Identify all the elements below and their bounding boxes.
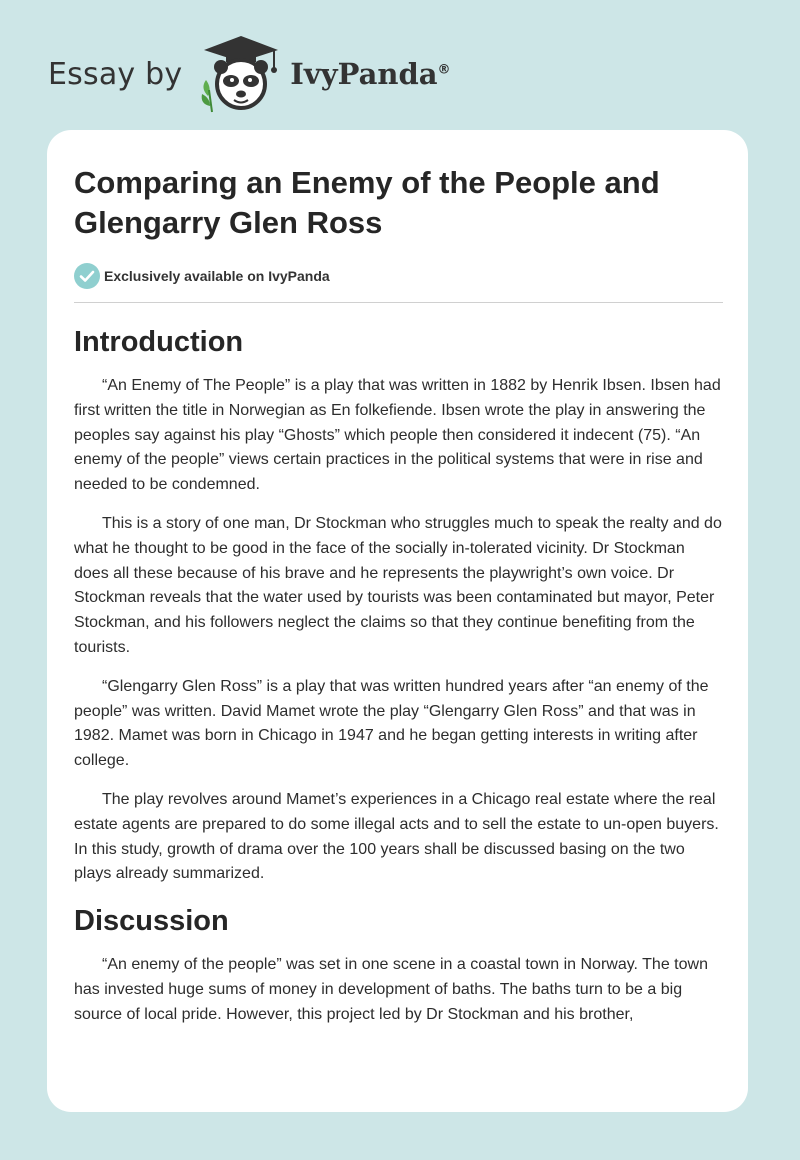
paragraph: “An enemy of the people” was set in one scene in a coastal town in Norway. The town has invested huge sums of money in development of baths. The baths turn to be a big source of local pride. However, this project led by Dr Stockman and his brother, xyxy=(74,956,708,1023)
essay-by-label: Essay by xyxy=(48,56,183,92)
paragraph: This is a story of one man, Dr Stockman who struggles much to speak the realty and do what he thought to be good in the face of the socially in-tolerated vicinity. Dr Stockman does all these because of his brave and he represents the playwright’s own voice. Dr Stockman reveals that the water used by tourists was been contaminated but mayor, Peter Stockman, and his followers neglect the claims so that they continue benefiting from the tourists. xyxy=(74,514,722,656)
essay-body xyxy=(74,322,723,1042)
essay-card xyxy=(47,130,748,1112)
paragraph: “An Enemy of The People” is a play that was written in 1882 by Henrik Ibsen. Ibsen had first written the title in Norwegian as En folkefiende. Ibsen wrote the play in answering the peoples say against his play “Ghosts” which people then considered it indecent (75). “An enemy of the people” views certain practices in the political systems that were in rise and needed to be condemned. xyxy=(74,377,721,494)
registered-mark: ® xyxy=(437,62,451,78)
ivypanda-logo[interactable] xyxy=(196,34,450,114)
title-divider xyxy=(74,302,723,303)
brand-name xyxy=(290,57,450,91)
brand-text: IvyPanda xyxy=(290,57,438,91)
site-header xyxy=(48,34,548,114)
section-heading-discussion: Discussion xyxy=(74,905,229,938)
section-heading-introduction: Introduction xyxy=(74,326,244,358)
paragraph: The play revolves around Mamet’s experiences in a Chicago real estate where the real estate agents are prepared to do some illegal acts and to sell the estate to un-open buyers. In this study, growth of drama over the 100 years shall be discussed basing on the two plays already summarized. xyxy=(74,790,719,883)
paragraph: “Glengarry Glen Ross” is a play that was written hundred years after “an enemy of the people” was written. David Mamet wrote the play “Glengarry Glen Ross” and that was in 1982. Mamet was born in Chicago in 1947 and he began getting interests in writing after college. xyxy=(74,677,709,770)
panda-graduate-icon xyxy=(196,34,286,114)
exclusive-badge xyxy=(74,263,330,289)
exclusive-badge-label: Exclusively available on IvyPanda xyxy=(104,268,330,284)
check-circle-icon xyxy=(74,263,100,289)
essay-title: Comparing an Enemy of the People and Glengarry Glen Ross xyxy=(74,165,660,240)
